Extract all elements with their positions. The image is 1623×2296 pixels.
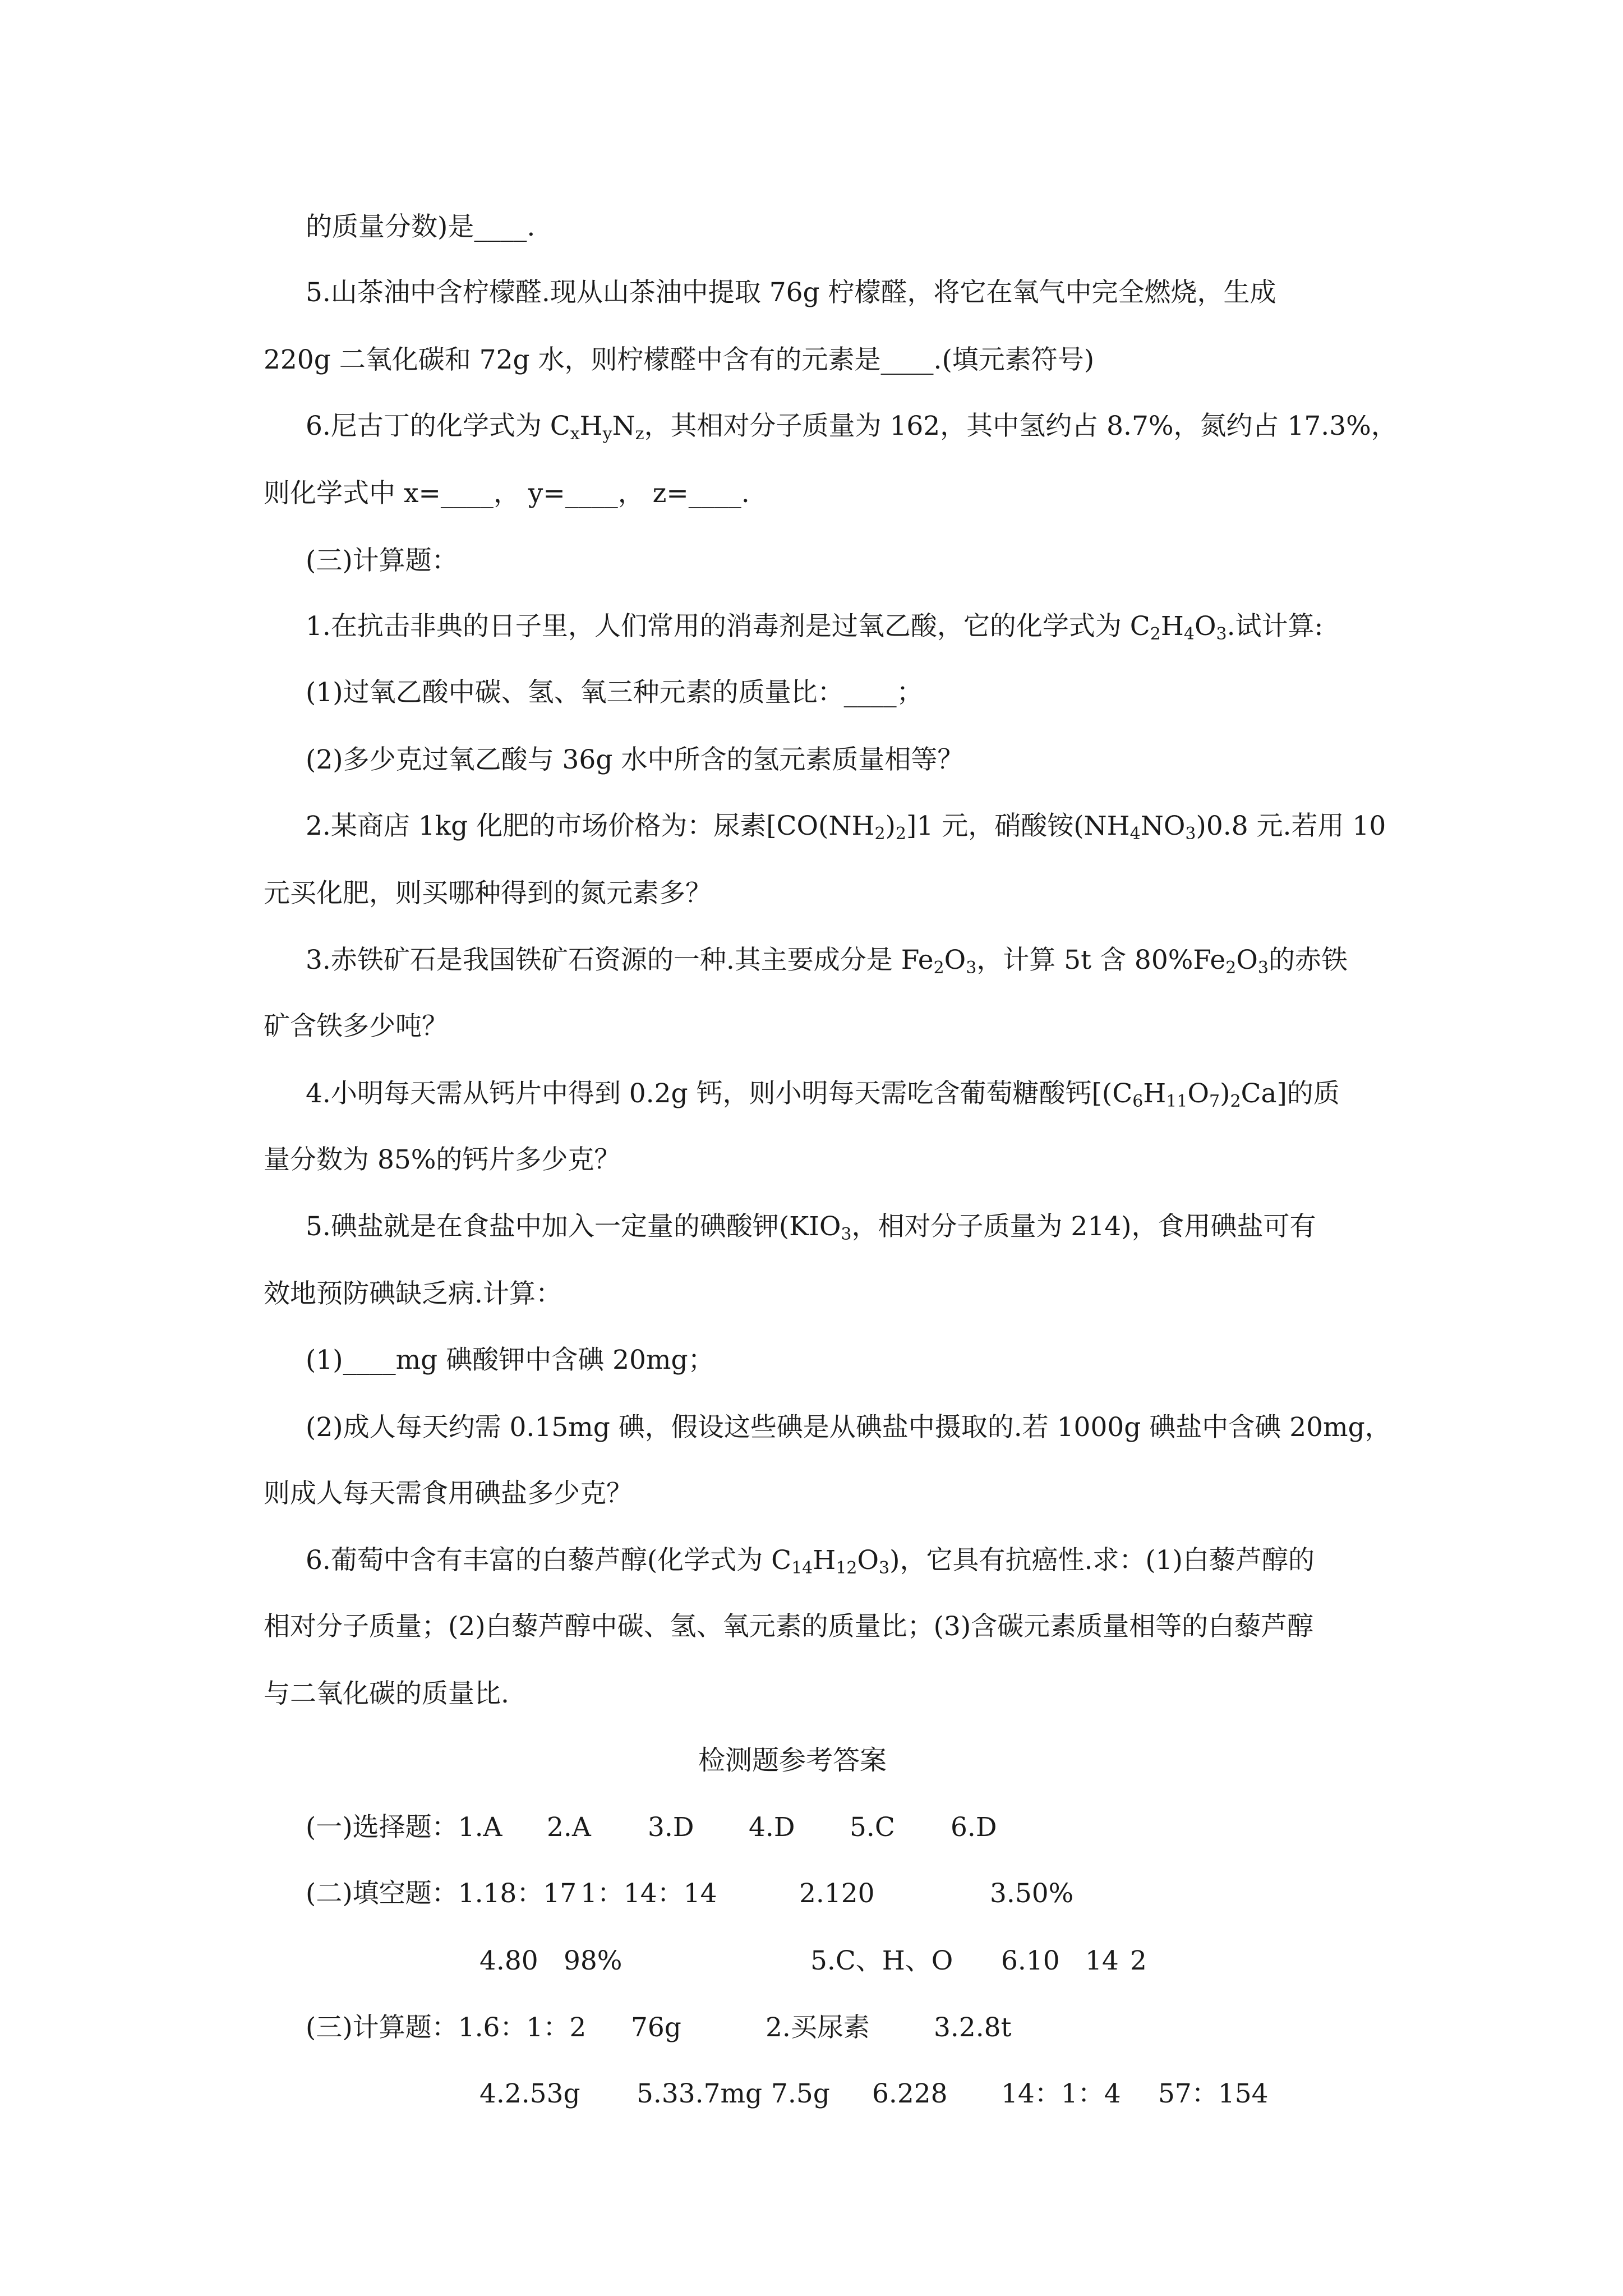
text-seg: ) (885, 811, 896, 841)
subscript: 3 (1216, 624, 1227, 644)
answer-item: 3.50% (990, 1878, 1074, 1909)
answer-row-fill (306, 1877, 1073, 1911)
subscript: 3 (966, 958, 977, 978)
text-seg: O (944, 945, 966, 976)
answer-item: 2.A (547, 1812, 591, 1843)
answer-item: 5.C、H、O (810, 1945, 953, 1976)
answer-item: 6.D (951, 1812, 997, 1843)
subscript: z (635, 424, 644, 444)
answer-item: 6.10 (1001, 1945, 1060, 1976)
text-line-resveratrol (306, 1544, 1315, 1577)
subscript: 3 (1185, 824, 1196, 844)
text-line: 元买化肥，则买哪种得到的氮元素多？ (264, 878, 712, 909)
subscript: 3 (1257, 958, 1269, 978)
text-seg: 3.赤铁矿石是我国铁矿石资源的一种.其主要成分是 Fe (306, 945, 934, 976)
text-seg: ) (1220, 1078, 1230, 1109)
answer-row-calc (306, 2011, 1011, 2045)
text-line: 量分数为 85%的钙片多少克？ (264, 1144, 621, 1175)
text-seg: H (1143, 1078, 1166, 1109)
answer-item: 5.C (850, 1812, 895, 1843)
answer-item: 5.33.7mg (637, 2078, 763, 2109)
answer-item: 3.D (648, 1812, 694, 1843)
answer-item: 57：154 (1158, 2078, 1269, 2109)
answer-item: 3.2.8t (934, 2012, 1012, 2043)
subscript: 2 (933, 958, 944, 978)
answer-row-calc-cont (479, 2077, 1269, 2111)
text-seg: 6.尼古丁的化学式为 C (306, 411, 570, 441)
subscript: 12 (836, 1558, 857, 1578)
text-seg: )，它具有抗癌性.求：(1)白藜芦醇的 (889, 1545, 1315, 1576)
answer-item: 2.买尿素 (766, 2012, 870, 2043)
answer-item: (一)选择题：1.A (306, 1812, 502, 1843)
text-seg: 6.葡萄中含有丰富的白藜芦醇(化学式为 C (306, 1545, 792, 1576)
subscript: 3 (879, 1558, 890, 1578)
text-seg: ，其相对分子质量为 162，其中氢约占 8.7%，氮约占 17.3%， (644, 411, 1398, 441)
answer-item: 7.5g (771, 2078, 830, 2109)
section-heading: (三)计算题： (306, 545, 458, 576)
text-seg: O (857, 1545, 879, 1576)
text-seg: N (612, 411, 635, 441)
answer-row-choice (306, 1811, 997, 1844)
answer-item: 2.120 (799, 1878, 875, 1909)
text-line-hematite (306, 944, 1348, 977)
text-line: 与二氧化碳的质量比. (264, 1678, 509, 1709)
answer-item: 14 (1085, 1945, 1119, 1976)
subscript: 4 (1129, 824, 1141, 844)
text-seg: 5.碘盐就是在食盐中加入一定量的碘酸钾(KIO (306, 1211, 841, 1242)
text-seg: 2.某商店 1kg 化肥的市场价格为：尿素[CO(NH (306, 811, 875, 841)
text-seg: 1.在抗击非典的日子里，人们常用的消毒剂是过氧乙酸，它的化学式为 C (306, 611, 1150, 642)
subscript: 7 (1209, 1092, 1220, 1111)
subscript: 4 (1183, 624, 1195, 644)
subscript: 2 (1225, 958, 1237, 978)
text-line: 相对分子质量；(2)白藜芦醇中碳、氢、氧元素的质量比；(3)含碳元素质量相等的白藜芦醇 (264, 1611, 1314, 1642)
text-seg: ，计算 5t 含 80%Fe (976, 945, 1226, 976)
text-seg: H (813, 1545, 836, 1576)
text-line: 5.山茶油中含柠檬醛.现从山茶油中提取 76g 柠檬醛，将它在氧气中完全燃烧，生成 (306, 277, 1276, 308)
text-line: 则化学式中 x=____， y=____， z=____. (264, 478, 750, 509)
text-seg: Ca]的质 (1241, 1078, 1340, 1109)
answer-item: (三)计算题：1.6：1：2 (306, 2012, 587, 2043)
subscript: 3 (841, 1225, 852, 1244)
text-seg: ，相对分子质量为 214)，食用碘盐可有 (851, 1211, 1316, 1242)
answer-item: 2 (1130, 1945, 1147, 1976)
text-line-calcium (306, 1077, 1340, 1111)
text-seg: 的赤铁 (1268, 945, 1348, 976)
text-line-nicotine (306, 409, 1398, 443)
text-seg: 4.小明每天需从钙片中得到 0.2g 钙，则小明每天需吃含葡萄糖酸钙[(C (306, 1078, 1133, 1109)
text-seg: O (1187, 1078, 1210, 1109)
answer-item: 76g (631, 2012, 681, 2043)
answer-item: (二)填空题：1.18：17 (306, 1878, 577, 1909)
text-line: (1)____mg 碘酸钾中含碘 20mg； (306, 1345, 714, 1375)
text-line: (2)多少克过氧乙酸与 36g 水中所含的氢元素质量相等？ (306, 744, 964, 775)
subscript: 2 (895, 824, 907, 844)
text-line: 的质量分数)是____. (306, 211, 536, 242)
answer-item: 4.2.53g (479, 2078, 580, 2109)
text-seg: NO (1140, 811, 1186, 841)
text-seg: H (579, 411, 603, 441)
text-line: (2)成人每天约需 0.15mg 碘，假设这些碘是从碘盐中摄取的.若 1000g 碘盐中含碘 20mg， (306, 1412, 1391, 1443)
text-seg: ]1 元，硝酸铵(NH (906, 811, 1130, 841)
text-seg: O (1194, 611, 1216, 642)
text-line: 矿含铁多少吨？ (264, 1011, 448, 1042)
text-line-iodate (306, 1210, 1316, 1244)
text-seg: .试计算: (1227, 611, 1324, 642)
text-line: 效地预防碘缺乏病.计算： (264, 1278, 562, 1309)
answer-item: 4.80 (479, 1945, 538, 1976)
answer-item: 6.228 (872, 2078, 948, 2109)
text-line-urea (306, 809, 1386, 843)
subscript: 11 (1166, 1092, 1188, 1111)
subscript: y (602, 424, 612, 444)
answer-item: 98% (564, 1945, 623, 1976)
subscript: 6 (1132, 1092, 1144, 1111)
text-seg: O (1236, 945, 1258, 976)
text-line: (1)过氧乙酸中碳、氢、氧三种元素的质量比：____； (306, 677, 923, 708)
answer-item: 1：14：14 (580, 1878, 717, 1909)
subscript: 2 (874, 824, 886, 844)
answer-item: 14：1：4 (1001, 2078, 1121, 2109)
answer-item: 4.D (749, 1812, 795, 1843)
text-seg: H (1160, 611, 1184, 642)
subscript: 2 (1150, 624, 1161, 644)
subscript: 14 (791, 1558, 813, 1578)
text-seg: )0.8 元.若用 10 (1196, 811, 1386, 841)
answer-row-fill-cont (479, 1944, 1147, 1978)
text-line-peracetic (306, 610, 1323, 643)
text-line: 220g 二氧化碳和 72g 水，则柠檬醛中含有的元素是____.(填元素符号) (264, 344, 1095, 375)
text-line: 则成人每天需食用碘盐多少克？ (264, 1478, 633, 1509)
answers-title: 检测题参考答案 (698, 1745, 887, 1776)
subscript: 2 (1230, 1092, 1241, 1111)
subscript: x (570, 424, 580, 444)
